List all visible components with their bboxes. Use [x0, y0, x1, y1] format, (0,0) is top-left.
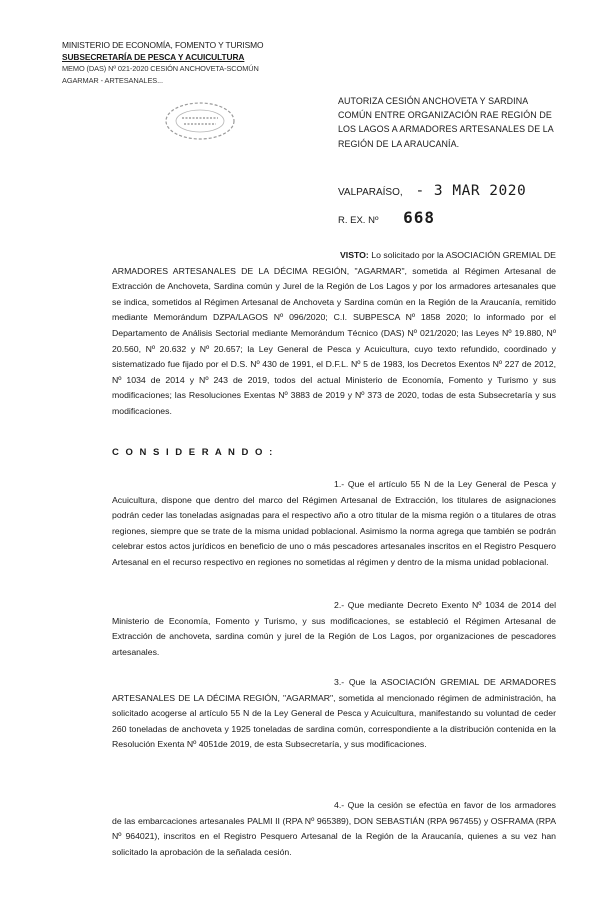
place-and-date — [338, 183, 526, 199]
resolution-number-line — [338, 208, 435, 227]
resolution-label: R. EX. Nº — [338, 215, 379, 226]
memo-reference-continued: AGARMAR - ARTESANALES... — [62, 75, 163, 85]
subsecretariat-name: SUBSECRETARÍA DE PESCA Y ACUICULTURA — [62, 51, 245, 62]
visto-label: VISTO: — [340, 250, 369, 260]
date-stamp: - 3 MAR 2020 — [415, 183, 527, 199]
resolution-subject: AUTORIZA CESIÓN ANCHOVETA Y SARDINA COMÚN ENTRE ORGANIZACIÓN RAE REGIÓN DE LOS LAGOS A ARMADORES ARTESANALES DE LA REGIÓN DE LA ARAUCANÍA. — [338, 96, 554, 149]
considerando-item-4: 4.- Que la cesión se efectúa en favor de los armadores de las embarcaciones artesanales PALMI II (RPA Nº 965389), DON SEBASTIÁN (RPA 967455) y OSFRAMA (RPA Nº 964021), inscritos en el Registro Pesquero Artesanal de la Región de la Araucanía, quienes a su vez han solicitado la aprobación de la señalada cesión. — [112, 800, 556, 857]
considerando-heading: C O N S I D E R A N D O : — [112, 447, 275, 458]
visto-paragraph — [112, 248, 556, 420]
considerando-item-2: 2.- Que mediante Decreto Exento Nº 1034 de 2014 del Ministerio de Economía, Fomento y Turismo, y sus modificaciones, se estableció el Régimen Artesanal de Extracción de anchoveta, sardina común y jurel de la Región de Los Lagos, por organizaciones de pescadores artesanales. — [112, 600, 556, 657]
official-stamp — [160, 100, 250, 142]
considerando-item-3: 3.- Que la ASOCIACIÓN GREMIAL DE ARMADORES ARTESANALES DE LA DÉCIMA REGIÓN, "AGARMAR", sometida al mencionado régimen de administración, ha solicitado acogerse al artículo 55 N de la Ley General de Pesca y Acuicultura, manifestando su voluntad de ceder 260 toneladas de anchoveta y 1925 toneladas de sardina común, correspondiente a la distribución contenida en la Resolución Exenta Nº 4051de 2019, de esta Subsecretaría, y sus modificaciones. — [112, 677, 556, 750]
resolution-number: 668 — [403, 208, 435, 227]
letterhead — [62, 40, 272, 86]
ministry-name: MINISTERIO DE ECONOMÍA, FOMENTO Y TURISMO — [62, 40, 264, 50]
visto-text: Lo solicitado por la ASOCIACIÓN GREMIAL DE ARMADORES ARTESANALES DE LA DÉCIMA REGIÓN, "AGARMAR", sometida al Régimen Artesanal de Extracción de Anchoveta, Sardina común y Jurel de la Región de Los Lagos y por los armadores artesanales que se indica, sometidos al Régimen Artesanal de Anchoveta y Sardina común en la Región de la Araucanía, remitido mediante Memorándum DZPA/LAGOS Nº 096/2020; C.I. SUBPESCA Nº 1858 2020; lo informado por el Departamento de Análisis Sectorial mediante Memorándum Técnico (DAS) Nº 021/2020; las Leyes Nº 19.880, Nº 20.560, Nº 20.632 y Nº 20.657; la Ley General de Pesca y Acuicultura, cuyo texto refundido, coordinado y sistematizado fue fijado por el D.S. Nº 430 de 1991, el D.F.L. Nº 5 de 1983, los Decretos Exentos Nº 227 de 2012, Nº 1034 de 2014 y Nº 243 de 2019, todos del actual Ministerio de Economía, Fomento y Turismo y sus modificaciones; las Resoluciones Exentas Nº 3883 de 2019 y Nº 373 de 2020, todas de esta Subsecretaría y sus modificaciones. — [112, 250, 556, 416]
considerando-item-1: 1.- Que el artículo 55 N de la Ley General de Pesca y Acuicultura, dispone que dentro del marco del Régimen Artesanal de Extracción, los titulares de asignaciones podrán ceder las toneladas asignadas para el respectivo año a otro titular de la misma región o a titulares de otras regiones, siempre que se trate de la misma unidad poblacional. Asimismo la norma agrega que también se podrán celebrar estos actos jurídicos en beneficio de uno o más pescadores artesanales inscritos en el Registro Pesquero Artesanal en el recurso respectivo en regiones no sometidas al régimen y dentro de la misma unidad poblacional. — [112, 479, 556, 567]
memo-reference: MEMO (DAS) Nº 021-2020 CESIÓN ANCHOVETA-SCOMÚN — [62, 64, 259, 73]
city: VALPARAÍSO, — [338, 187, 403, 198]
